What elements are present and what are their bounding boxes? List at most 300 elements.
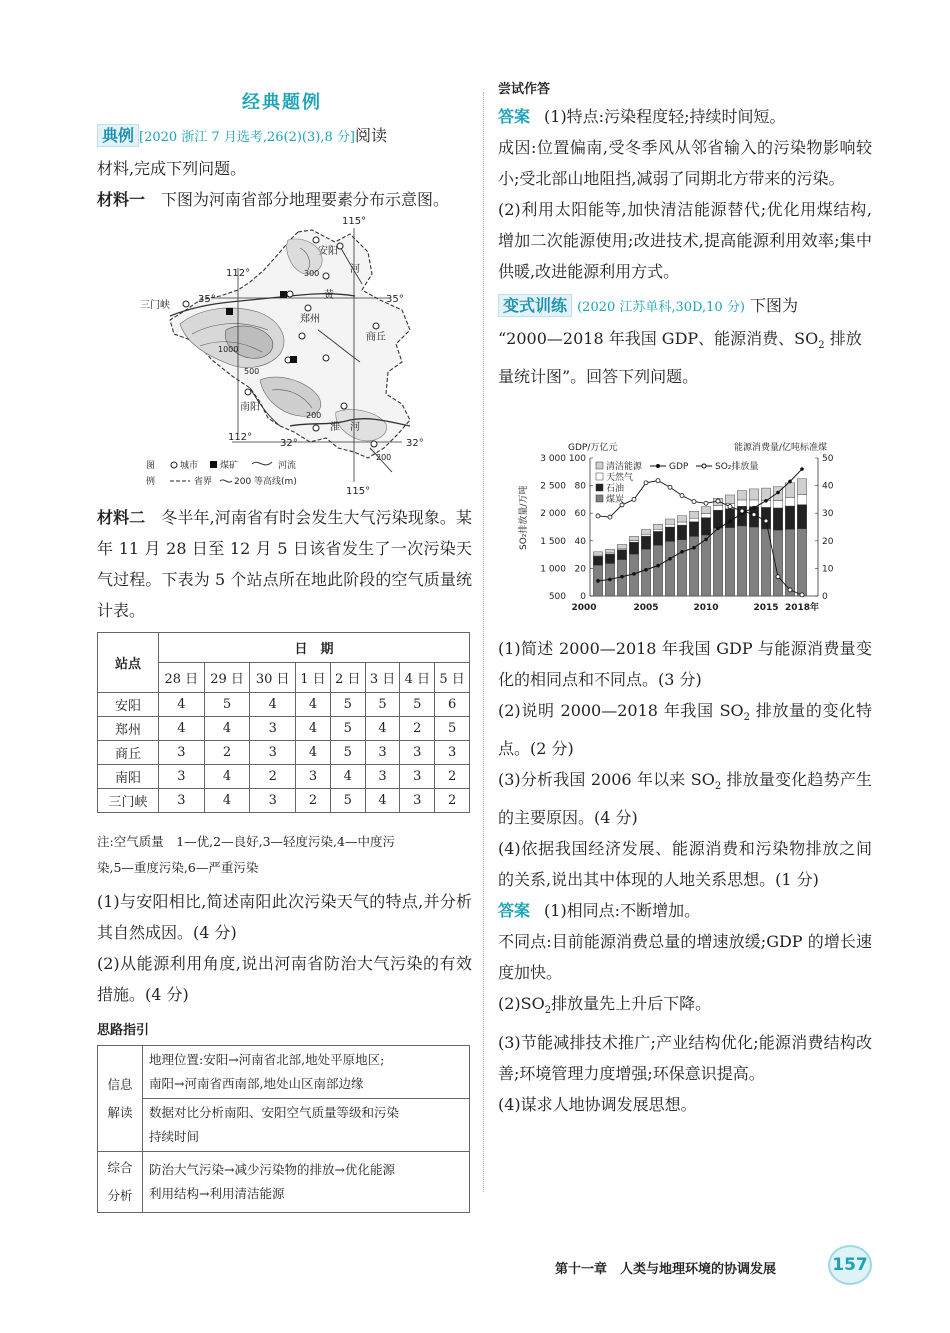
variant-answer-4: (4)谋求人地协调发展思想。 xyxy=(498,1094,697,1114)
legend-oil-swatch xyxy=(596,484,603,491)
so2-point xyxy=(788,588,792,592)
date-cell: 2 日 xyxy=(330,663,365,693)
city xyxy=(313,425,319,431)
so2-tick-label: 2 500 xyxy=(540,481,566,492)
guide-syn-line2: 利用结构→利用清洁能源 xyxy=(149,1186,285,1201)
bar-oil xyxy=(653,531,662,545)
bar-clean xyxy=(617,544,626,548)
so2-point xyxy=(740,509,744,513)
bar-clean xyxy=(677,516,686,522)
chart-ylabel-so2: SO₂排放量/万吨 xyxy=(519,485,529,550)
aq-value: 3 xyxy=(365,741,400,765)
va2-sub: 2 xyxy=(544,1005,552,1017)
vq2-pre: (2)说明 2000—2018 年我国 SO xyxy=(498,701,744,720)
bar-coal xyxy=(713,528,722,596)
variant-tail: 下图为 xyxy=(750,296,799,315)
bar-clean xyxy=(653,524,662,529)
bar-gas xyxy=(641,534,650,536)
aq-value: 4 xyxy=(296,741,331,765)
bar-gas xyxy=(785,497,794,506)
bar-coal xyxy=(653,545,662,596)
aq-value: 4 xyxy=(296,693,331,717)
variant-answer-1b: 不同点:目前能源消费总量的增速放缓;GDP 的增长速度加快。 xyxy=(498,932,872,983)
bar-oil xyxy=(641,536,650,549)
legend-border: 省界 xyxy=(194,477,213,487)
try-label: 尝试作答 xyxy=(498,82,551,97)
bar-gas xyxy=(689,518,698,522)
aq-value: 5 xyxy=(330,717,365,741)
so2-tick-label: 1 500 xyxy=(540,536,566,547)
gdp-point xyxy=(680,550,684,554)
energy-bars xyxy=(593,479,806,596)
variant-question-3 xyxy=(498,764,872,833)
legend-tu: 图 xyxy=(146,461,156,471)
aq-value: 3 xyxy=(250,789,296,813)
material1-label: 材料一 xyxy=(97,190,146,209)
material2-label: 材料二 xyxy=(97,508,146,527)
aq-value: 3 xyxy=(296,765,331,789)
so2-point xyxy=(716,499,720,503)
material2-text: 冬半年,河南省有时会发生大气污染现象。某年 11 月 28 日至 12 月 5 日该省发生了一次污染天气过程。下表为 5 个站点所在地此阶段的空气质量统计表。 xyxy=(97,508,472,620)
x-axis-ticks xyxy=(571,601,819,613)
section-title: 经典题例 xyxy=(242,92,322,113)
so2-tick-label: 2 000 xyxy=(540,509,566,520)
so2-point xyxy=(704,501,708,505)
bar-gas xyxy=(653,529,662,531)
bar-clean xyxy=(641,529,650,534)
variant-answer-1-text: (1)相同点:不断增加。 xyxy=(544,901,701,921)
gdp-point xyxy=(668,557,672,561)
aq-value: 3 xyxy=(400,789,435,813)
bar-gas xyxy=(629,541,638,543)
aq-value: 4 xyxy=(159,693,205,717)
legend-clean-swatch xyxy=(596,462,603,469)
aq-value: 4 xyxy=(204,789,250,813)
x-tick-label: 2018年 xyxy=(784,603,820,613)
legend-so2-dot xyxy=(702,464,706,468)
bar-coal xyxy=(665,541,674,596)
x-tick-label: 2010 xyxy=(693,603,719,613)
aq-value: 4 xyxy=(330,765,365,789)
bar-gas xyxy=(713,505,722,510)
note-line2: 染,5—重度污染,6—严重污染 xyxy=(97,860,259,875)
legend-oil: 石油 xyxy=(606,484,625,494)
guide-syn-label xyxy=(98,1152,143,1213)
legend-river: 河流 xyxy=(278,461,297,471)
bar-coal xyxy=(677,540,686,596)
table-row xyxy=(98,789,470,813)
right-answers-1 xyxy=(498,101,872,392)
variant-intro xyxy=(498,290,872,323)
legend-coal: 煤炭 xyxy=(606,495,625,505)
bar-coal xyxy=(749,527,758,596)
aq-value: 5 xyxy=(330,741,365,765)
right-questions xyxy=(498,633,872,1120)
city-nanyang xyxy=(245,389,251,395)
date-cell: 28 日 xyxy=(159,663,205,693)
river-huai-label: 淮 xyxy=(330,422,340,433)
table-row xyxy=(98,741,470,765)
bar-clean xyxy=(629,536,638,540)
table-header-row xyxy=(98,633,470,663)
aq-value: 3 xyxy=(400,741,435,765)
bar-oil xyxy=(725,509,734,528)
city-zhengzhou-label: 郑州 xyxy=(300,314,320,325)
aq-value: 3 xyxy=(435,741,470,765)
coal-mine xyxy=(290,356,297,363)
page-number: 157 xyxy=(832,1255,868,1275)
river-he-label: 河 xyxy=(350,264,360,275)
lat-35-label-left: 35° xyxy=(198,294,216,305)
legend-gdp-dot xyxy=(656,464,660,468)
aq-value: 3 xyxy=(400,765,435,789)
guide-info-data xyxy=(143,1099,470,1152)
page-number-badge xyxy=(828,1245,872,1285)
bar-gas xyxy=(617,548,626,549)
bar-clean xyxy=(689,511,698,518)
gdp-point xyxy=(596,579,600,583)
city xyxy=(323,355,329,361)
bar-clean xyxy=(665,519,674,524)
guide-info-label-1: 信息 xyxy=(107,1076,133,1092)
date-cell: 1 日 xyxy=(296,663,331,693)
lon-112-label-bottom: 112° xyxy=(228,432,253,443)
city xyxy=(299,333,305,339)
gdp-point xyxy=(608,578,612,582)
river-he2-label: 河 xyxy=(350,422,360,433)
aq-value: 4 xyxy=(204,717,250,741)
note-line1: 注:空气质量 1—优,2—良好,3—轻度污染,4—中度污 xyxy=(97,834,395,849)
so2-point xyxy=(668,485,672,489)
bar-gas xyxy=(665,524,674,527)
variant-question-2 xyxy=(498,695,872,764)
city xyxy=(313,237,319,243)
example-intro xyxy=(97,120,472,153)
guide-info-location xyxy=(143,1046,470,1099)
table-row xyxy=(98,693,470,717)
aq-value: 3 xyxy=(250,741,296,765)
bar-oil xyxy=(785,506,794,529)
so2-axis-ticks xyxy=(540,454,566,602)
answer-label: 答案 xyxy=(498,107,531,126)
so2-point xyxy=(776,575,780,579)
aq-value: 4 xyxy=(296,717,331,741)
answer-1-line1: (1)特点:污染程度轻;持续时间短。 xyxy=(544,107,786,126)
lat-32-label-left: 32° xyxy=(280,438,298,449)
column-divider xyxy=(483,92,484,1192)
gdp-point xyxy=(752,506,756,510)
gdp-point xyxy=(632,572,636,576)
so2-point xyxy=(752,513,756,517)
aq-value: 2 xyxy=(435,789,470,813)
variant-source: (2020 江苏单科,30D,10 分) xyxy=(577,300,745,315)
gdp-energy-so2-chart xyxy=(516,440,846,620)
legend-mine: 煤矿 xyxy=(220,461,239,471)
city xyxy=(287,291,293,297)
variant-tag: 变式训练 xyxy=(498,294,572,317)
variant-line3: 量统计图”。回答下列问题。 xyxy=(498,367,699,387)
bar-oil xyxy=(761,507,770,529)
gdp-point xyxy=(656,564,660,568)
gdp-tick-label: 40 xyxy=(574,536,586,547)
date-cell: 5 日 xyxy=(435,663,470,693)
city-sanmenxia-label: 三门峡 xyxy=(140,300,170,311)
answer-2: (2)利用太阳能等,加快清洁能源替代;优化用煤结构,增加二次能源使用;改进技术,提高能源利用效率;集中供暖,改进能源利用方式。 xyxy=(498,200,872,281)
gdp-tick-label: 0 xyxy=(580,592,586,602)
guide-table xyxy=(97,1045,470,1213)
contour-500-label: 500 xyxy=(244,367,260,376)
gdp-point xyxy=(776,491,780,495)
city-nanyang-label: 南阳 xyxy=(240,402,260,413)
vq2-post: 排放量的变化特点。(2 分) xyxy=(498,701,872,759)
x-tick-label: 2005 xyxy=(633,603,659,613)
lon-115-label: 115° xyxy=(342,216,367,227)
so2-point xyxy=(644,481,648,485)
gdp-point xyxy=(800,467,804,471)
chart-title-left: GDP/万亿元 xyxy=(568,443,618,453)
city xyxy=(341,403,347,409)
example-tag: 典例 xyxy=(97,124,139,147)
aq-value: 2 xyxy=(250,765,296,789)
bar-gas xyxy=(797,495,806,505)
legend-mine-symbol xyxy=(210,461,217,468)
bar-oil xyxy=(605,554,614,563)
gdp-point xyxy=(620,575,624,579)
aq-value: 3 xyxy=(159,765,205,789)
bar-oil xyxy=(797,505,806,529)
variant-line2-post: 排放 xyxy=(824,329,862,348)
station-name: 三门峡 xyxy=(98,789,159,813)
aq-value: 5 xyxy=(400,693,435,717)
gdp-points xyxy=(596,467,804,582)
table-row xyxy=(98,765,470,789)
bar-clean xyxy=(737,491,746,500)
guide-row-info-2 xyxy=(98,1099,470,1152)
gdp-line xyxy=(598,469,802,581)
so2-point xyxy=(764,519,768,523)
energy-tick-label: 50 xyxy=(822,454,834,464)
aq-value: 2 xyxy=(400,717,435,741)
x-tick-label: 2015 xyxy=(753,603,779,613)
energy-tick-label: 30 xyxy=(822,509,834,520)
vq2-sub: 2 xyxy=(743,712,751,724)
vq3-post: 排放量变化趋势产生的主要原因。(4 分) xyxy=(498,770,872,828)
so2-point xyxy=(680,494,684,498)
guide-info-line1: 地理位置:安阳→河南省北部,地处平原地区; xyxy=(149,1052,385,1067)
guide-info-line2: 南阳→河南省西南部,地处山区南部边缘 xyxy=(149,1076,364,1091)
guide-info-label xyxy=(98,1046,143,1152)
answer2-label: 答案 xyxy=(498,901,531,921)
city-sanmenxia xyxy=(183,301,189,307)
henan-map xyxy=(140,212,440,497)
left-column xyxy=(97,120,472,215)
bar-gas xyxy=(737,500,746,506)
legend-gas: 天然气 xyxy=(606,473,634,483)
answer-1 xyxy=(498,101,872,132)
gdp-axis-ticks xyxy=(569,454,593,602)
table-note xyxy=(97,829,472,881)
guide-row-info xyxy=(98,1046,470,1099)
bar-clean xyxy=(701,507,710,514)
variant-line2 xyxy=(498,323,872,361)
station-name: 安阳 xyxy=(98,693,159,717)
station-name: 郑州 xyxy=(98,717,159,741)
contour-200-label: 200 xyxy=(306,411,322,420)
va2-post: 排放量先上升后下降。 xyxy=(551,994,712,1014)
energy-tick-label: 10 xyxy=(822,564,834,575)
so2-point xyxy=(632,497,636,501)
map-legend xyxy=(146,459,297,487)
question-1: (1)与安阳相比,简述南阳此次污染天气的特点,并分析其自然成因。(4 分) xyxy=(97,892,472,942)
bar-oil xyxy=(665,527,674,541)
city-zhengzhou xyxy=(305,305,311,311)
city-anyang-label: 安阳 xyxy=(318,246,338,257)
energy-tick-label: 20 xyxy=(822,536,834,547)
river-huang-label: 黄 xyxy=(324,290,334,301)
bar-coal xyxy=(725,528,734,596)
gdp-point xyxy=(764,499,768,503)
aq-value: 4 xyxy=(365,789,400,813)
aq-value: 3 xyxy=(159,741,205,765)
guide-info-label-2: 解读 xyxy=(107,1104,133,1120)
so2-point xyxy=(608,515,612,519)
energy-tick-label: 40 xyxy=(822,481,834,492)
material2 xyxy=(97,502,472,626)
air-quality-table xyxy=(97,632,470,813)
guide-syn-label-1: 综合 xyxy=(107,1160,133,1175)
gdp-point xyxy=(644,568,648,572)
coal-mine xyxy=(280,291,287,298)
so2-point xyxy=(728,505,732,509)
bar-clean xyxy=(725,495,734,504)
x-tick-label: 2000 xyxy=(571,603,597,613)
answer-1-cause: 成因:位置偏南,受冬季风从邻省输入的污染物影响较小;受北部山地阻挡,减弱了同期北方带来的污染。 xyxy=(498,138,872,188)
aq-value: 3 xyxy=(159,789,205,813)
legend-city: 城市 xyxy=(180,461,199,471)
aq-value: 5 xyxy=(330,789,365,813)
date-cell: 4 日 xyxy=(400,663,435,693)
bar-oil xyxy=(713,510,722,528)
bar-coal xyxy=(737,526,746,596)
contour-200b-label: 200 xyxy=(376,453,392,462)
so2-tick-label: 3 000 xyxy=(540,454,566,464)
question-2: (2)从能源利用角度,说出河南省防治大气污染的有效措施。(4 分) xyxy=(97,954,472,1004)
energy-tick-label: 0 xyxy=(822,592,828,602)
bar-coal xyxy=(701,535,710,596)
gdp-tick-label: 60 xyxy=(574,509,586,520)
guide-syn-line1: 防治大气污染→减少污染物的排放→优化能源 xyxy=(149,1162,395,1177)
bar-oil xyxy=(617,550,626,560)
aq-value: 6 xyxy=(435,693,470,717)
legend-river-symbol xyxy=(252,462,272,465)
variant-answer-3: (3)节能减排技术推广;产业结构优化;能源消费结构改善;环境管理力度增强;环保意识提高。 xyxy=(498,1032,872,1083)
material1-text: 下图为河南省部分地理要素分布示意图。 xyxy=(161,190,450,209)
legend-contour-symbol xyxy=(220,480,232,482)
lon-112-label-top: 112° xyxy=(226,268,251,279)
guide-info-line4: 持续时间 xyxy=(149,1129,200,1144)
gdp-point xyxy=(716,527,720,531)
date-cell: 29 日 xyxy=(204,663,250,693)
so2-tick-label: 500 xyxy=(548,592,566,602)
gdp-tick-label: 100 xyxy=(568,454,586,464)
example-intro-tail: 阅读 xyxy=(354,126,387,145)
guide-title: 思路指引 xyxy=(97,1023,150,1038)
left-questions xyxy=(97,886,472,1010)
bar-clean xyxy=(593,552,602,555)
station-header: 站点 xyxy=(98,633,159,693)
example-intro-line2: 材料,完成下列问题。 xyxy=(97,159,247,178)
station-name: 南阳 xyxy=(98,765,159,789)
variant-line2-sub: 2 xyxy=(818,340,825,352)
date-header: 日 期 xyxy=(159,633,470,663)
bar-oil xyxy=(629,542,638,554)
table-row xyxy=(98,717,470,741)
variant-answer-1 xyxy=(498,895,872,926)
aq-value: 3 xyxy=(365,765,400,789)
so2-line xyxy=(598,481,802,595)
city xyxy=(371,441,377,447)
material1 xyxy=(97,184,472,215)
so2-point xyxy=(596,514,600,518)
legend-clean: 清洁能源 xyxy=(606,462,643,472)
variant-question-1: (1)简述 2000—2018 年我国 GDP 与能源消费量变化的相同点和不同点。(3 分) xyxy=(498,639,872,689)
legend-gas-swatch xyxy=(596,473,603,480)
variant-line2-pre: “2000—2018 年我国 GDP、能源消费、SO xyxy=(498,329,819,348)
so2-tick-label: 1 000 xyxy=(540,564,566,575)
legend-gdp: GDP xyxy=(669,462,689,472)
variant-question-4: (4)依据我国经济发展、能源消费和污染物排放之间的关系,说出其中体现的人地关系思想。(1 分) xyxy=(498,839,872,890)
bar-coal xyxy=(761,529,770,596)
vq3-sub: 2 xyxy=(714,781,722,793)
aq-value: 4 xyxy=(159,717,205,741)
bar-oil xyxy=(773,508,782,530)
aq-value: 5 xyxy=(435,717,470,741)
bar-oil xyxy=(677,525,686,540)
legend-city-symbol xyxy=(171,462,177,468)
material2-block xyxy=(97,502,472,626)
legend-contour: 200 等高线(m) xyxy=(234,477,297,487)
bar-oil xyxy=(701,518,710,535)
chart-title-right: 能源消费量/亿吨标准煤 xyxy=(734,443,828,453)
bar-oil xyxy=(593,556,602,565)
gdp-point xyxy=(728,520,732,524)
aq-value: 4 xyxy=(204,765,250,789)
aq-value: 4 xyxy=(250,693,296,717)
aq-value: 5 xyxy=(330,693,365,717)
guide-info-line3: 数据对比分析南阳、安阳空气质量等级和污染 xyxy=(149,1105,400,1120)
contour-1000-label: 1000 xyxy=(218,345,239,354)
gdp-point xyxy=(704,538,708,542)
bar-oil xyxy=(689,522,698,537)
vq3-pre: (3)分析我国 2006 年以来 SO xyxy=(498,770,715,790)
gdp-point xyxy=(788,480,792,484)
lat-32-label-right: 32° xyxy=(406,438,424,449)
legend-coal-swatch xyxy=(596,495,603,502)
date-cell: 30 日 xyxy=(250,663,296,693)
so2-point xyxy=(800,593,804,597)
city xyxy=(323,273,329,279)
gdp-point xyxy=(692,546,696,550)
legend-so2: SO₂排放量 xyxy=(715,462,759,472)
aq-value: 5 xyxy=(204,693,250,717)
gdp-tick-label: 80 xyxy=(574,481,586,492)
bar-gas xyxy=(701,513,710,517)
bar-coal xyxy=(641,549,650,596)
station-name: 商丘 xyxy=(98,741,159,765)
city-shangqiu xyxy=(373,323,379,329)
bar-clean xyxy=(605,549,614,553)
bar-gas xyxy=(677,522,686,525)
